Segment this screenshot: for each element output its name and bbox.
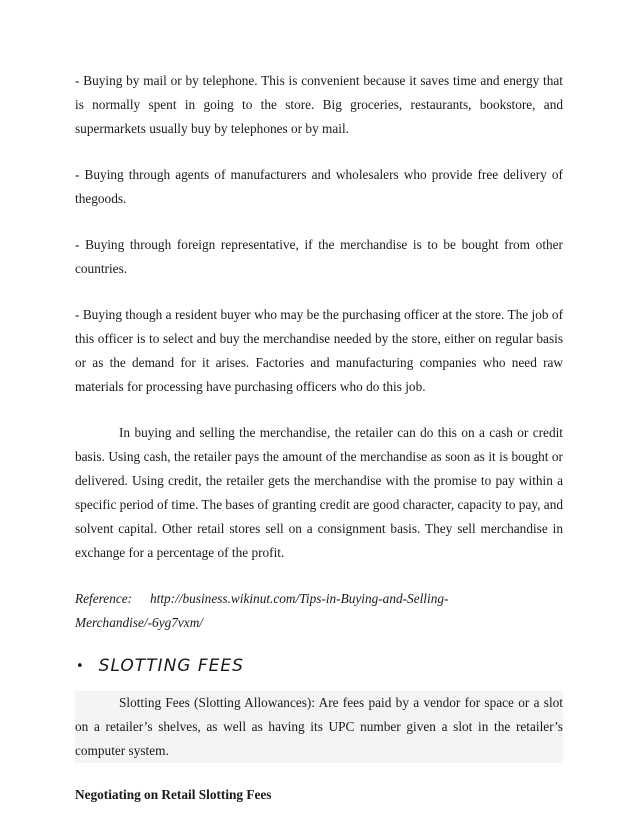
paragraph-resident-buyer: - Buying though a resident buyer who may be the purchasing officer at the store. The job of this officer is to select and buy the merchandise needed by the store, either on regular basis or as the demand for it arises. Factories and manufacturing companies who need raw materials for processing have purchasing officers who do this job. bbox=[75, 307, 563, 394]
spacer bbox=[75, 565, 563, 587]
slotting-fees-definition-block bbox=[75, 691, 563, 763]
spacer bbox=[75, 399, 563, 421]
subheading-negotiating: Negotiating on Retail Slotting Fees bbox=[75, 787, 272, 802]
document-page bbox=[75, 69, 563, 807]
reference-url: http://business.wikinut.com/Tips-in-Buying-and-Selling-Merchandise/-6yg7vxm/ bbox=[75, 591, 449, 630]
reference-label: Reference: bbox=[75, 591, 133, 606]
section-title: SLOTTING FEES bbox=[98, 656, 244, 676]
spacer bbox=[75, 211, 563, 233]
paragraph-buying-foreign: - Buying through foreign representative, if the merchandise is to be bought from other countries. bbox=[75, 237, 563, 276]
paragraph-cash-credit: In buying and selling the merchandise, the retailer can do this on a cash or credit basis. Using cash, the retailer pays the amount of the merchandise as soon as it is bought or delivered. Using credit, the retailer gets the merchandise with the promise to pay within a specific period of time. The bases of granting credit are good character, capacity to pay, and solvent capital. Other retail stores sell on a consignment basis. They sell merchandise in exchange for a percentage of the profit. bbox=[75, 425, 563, 560]
section-heading bbox=[75, 653, 563, 679]
paragraph-buying-by-mail: - Buying by mail or by telephone. This is convenient because it saves time and energy that is normally spent in going to the store. Big groceries, restaurants, bookstore, and supermarkets usually buy by telephones or by mail. bbox=[75, 73, 563, 136]
paragraph-buying-through-agents: - Buying through agents of manufacturers and wholesalers who provide free delivery of thegoods. bbox=[75, 167, 563, 206]
paragraph-slotting-fees-definition: Slotting Fees (Slotting Allowances): Are fees paid by a vendor for space or a slot on a retailer’s shelves, as well as having its UPC number given a slot in the retailer’s computer system. bbox=[75, 695, 563, 758]
reference-line bbox=[75, 587, 563, 635]
bullet-icon: • bbox=[76, 658, 85, 674]
spacer bbox=[75, 141, 563, 163]
spacer bbox=[75, 281, 563, 303]
